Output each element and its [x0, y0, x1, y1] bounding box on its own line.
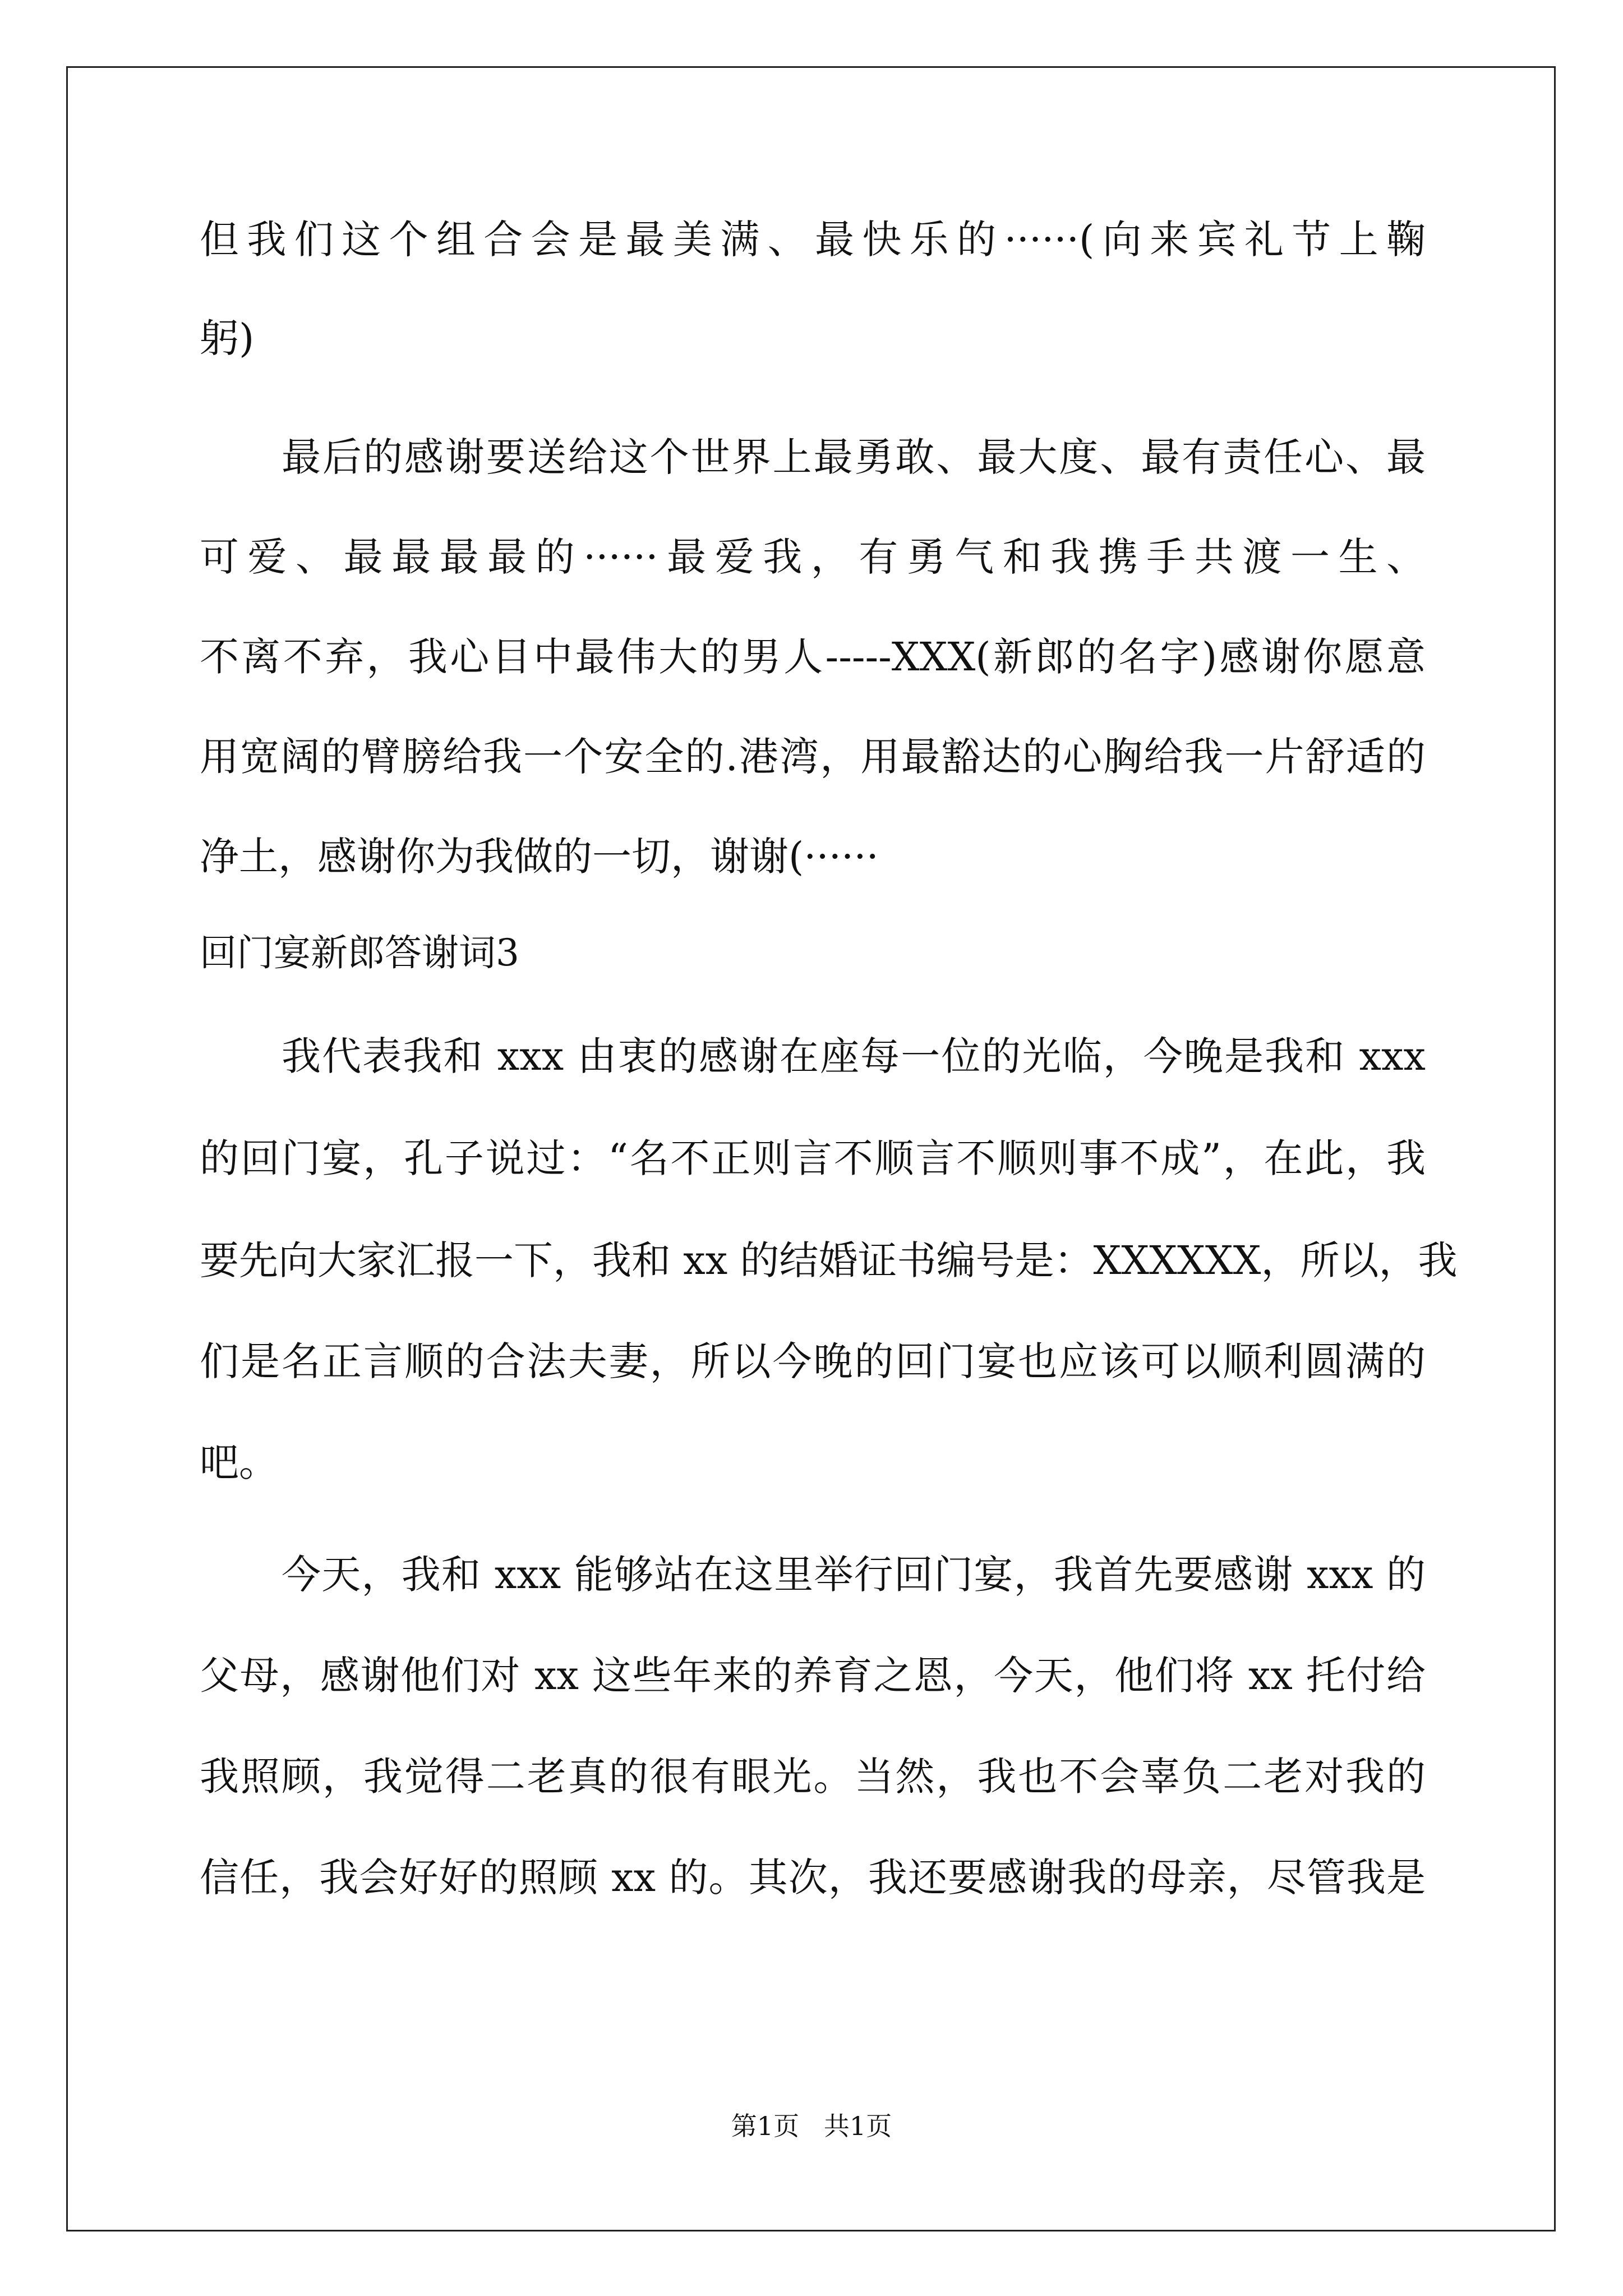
paragraph-start-line: 今天，我和 xxx 能够站在这里举行回门宴，我首先要感谢 xxx 的: [282, 1552, 1426, 1598]
text-line: 信任，我会好好的照顾 xx 的。其次，我还要感谢我的母亲，尽管我是: [200, 1855, 1426, 1901]
page-footer: [0, 2109, 1623, 2143]
text-line: 不离不弃，我心目中最伟大的男人-----XXX(新郎的名字)感谢你愿意: [200, 634, 1426, 680]
text-line: 吧。: [200, 1439, 278, 1485]
paragraph-start-line: 最后的感谢要送给这个世界上最勇敢、最大度、最有责任心、最: [282, 434, 1426, 480]
text-line: 用宽阔的臂膀给我一个安全的.港湾，用最豁达的心胸给我一片舒适的: [200, 734, 1426, 780]
paragraph-start-line: 我代表我和 xxx 由衷的感谢在座每一位的光临，今晚是我和 xxx: [282, 1033, 1426, 1079]
text-line: 要先向大家汇报一下，我和 xx 的结婚证书编号是：XXXXXX，所以，我: [200, 1237, 1458, 1283]
text-line: 可爱、最最最最的······最爱我，有勇气和我携手共渡一生、: [200, 534, 1426, 580]
page-number: 第1页 共1页: [731, 2111, 892, 2141]
text-line: 但我们这个组合会是最美满、最快乐的······(向来宾礼节上鞠: [200, 217, 1426, 263]
text-line: 净土，感谢你为我做的一切，谢谢(······: [200, 834, 879, 880]
section-heading: 回门宴新郎答谢词3: [200, 931, 519, 974]
text-line: 父母，感谢他们对 xx 这些年来的养育之恩，今天，他们将 xx 托付给: [200, 1653, 1426, 1699]
text-line: 们是名正言顺的合法夫妻，所以今晚的回门宴也应该可以顺利圆满的: [200, 1338, 1426, 1384]
text-line: 我照顾，我觉得二老真的很有眼光。当然，我也不会辜负二老对我的: [200, 1754, 1426, 1800]
text-line: 的回门宴，孔子说过：“名不正则言不顺言不顺则事不成”，在此，我: [200, 1135, 1426, 1181]
text-line: 躬): [200, 315, 255, 361]
